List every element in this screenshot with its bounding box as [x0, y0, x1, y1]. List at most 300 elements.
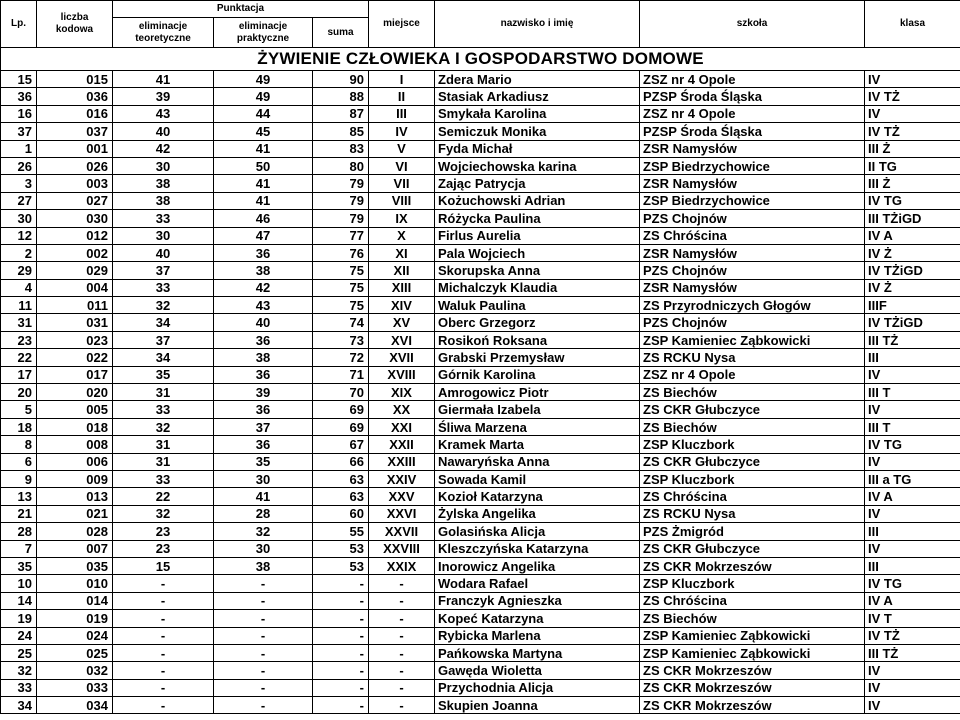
- cell-practical: 41: [214, 140, 313, 157]
- cell-school: ZS RCKU Nysa: [640, 349, 865, 366]
- cell-theory: 22: [113, 488, 214, 505]
- cell-place: XII: [369, 262, 435, 279]
- cell-name: Rosikoń Roksana: [435, 331, 640, 348]
- cell-lp: 26: [1, 157, 37, 174]
- cell-code: 001: [37, 140, 113, 157]
- cell-school: ZS Przyrodniczych Głogów: [640, 297, 865, 314]
- table-header: [1, 1, 960, 48]
- header-name: nazwisko i imię: [435, 1, 640, 48]
- cell-theory: 32: [113, 297, 214, 314]
- table-row: [1, 418, 960, 435]
- header-practical-line1: eliminacje: [238, 20, 288, 32]
- cell-place: XV: [369, 314, 435, 331]
- cell-lp: 9: [1, 470, 37, 487]
- table-row: [1, 175, 960, 192]
- cell-name: Sowada Kamil: [435, 470, 640, 487]
- cell-school: PZSP Środa Śląska: [640, 88, 865, 105]
- cell-theory: -: [113, 575, 214, 592]
- cell-place: XVII: [369, 349, 435, 366]
- cell-name: Skorupska Anna: [435, 262, 640, 279]
- table-row: [1, 592, 960, 609]
- cell-name: Giermała Izabela: [435, 401, 640, 418]
- cell-place: -: [369, 610, 435, 627]
- table-row: [1, 540, 960, 557]
- cell-lp: 14: [1, 592, 37, 609]
- table-row: [1, 192, 960, 209]
- table-row: [1, 523, 960, 540]
- table-row: [1, 662, 960, 679]
- table-body: [1, 48, 960, 714]
- cell-lp: 12: [1, 227, 37, 244]
- cell-code: 004: [37, 279, 113, 296]
- cell-place: XIII: [369, 279, 435, 296]
- cell-lp: 22: [1, 349, 37, 366]
- cell-code: 002: [37, 244, 113, 261]
- cell-practical: 37: [214, 418, 313, 435]
- cell-class: IV: [865, 401, 960, 418]
- table-row: [1, 436, 960, 453]
- cell-class: III a TG: [865, 470, 960, 487]
- cell-lp: 28: [1, 523, 37, 540]
- header-sum: suma: [313, 18, 369, 48]
- cell-name: Wojciechowska karina: [435, 157, 640, 174]
- cell-lp: 25: [1, 644, 37, 661]
- cell-place: -: [369, 575, 435, 592]
- cell-code: 019: [37, 610, 113, 627]
- cell-code: 003: [37, 175, 113, 192]
- cell-practical: 47: [214, 227, 313, 244]
- cell-class: IV: [865, 540, 960, 557]
- cell-class: IV: [865, 697, 960, 714]
- cell-class: III T: [865, 384, 960, 401]
- cell-code: 030: [37, 210, 113, 227]
- cell-school: PZS Żmigród: [640, 523, 865, 540]
- cell-theory: 37: [113, 331, 214, 348]
- cell-practical: -: [214, 592, 313, 609]
- cell-sum: 90: [313, 71, 369, 88]
- cell-place: VIII: [369, 192, 435, 209]
- cell-sum: -: [313, 662, 369, 679]
- cell-name: Gawęda Wioletta: [435, 662, 640, 679]
- cell-place: II: [369, 88, 435, 105]
- cell-name: Zdera Mario: [435, 71, 640, 88]
- cell-lp: 5: [1, 401, 37, 418]
- cell-theory: 33: [113, 470, 214, 487]
- cell-place: VI: [369, 157, 435, 174]
- cell-lp: 18: [1, 418, 37, 435]
- cell-sum: 87: [313, 105, 369, 122]
- cell-name: Kleszczyńska Katarzyna: [435, 540, 640, 557]
- cell-class: IV A: [865, 592, 960, 609]
- cell-school: ZSZ nr 4 Opole: [640, 71, 865, 88]
- cell-lp: 37: [1, 123, 37, 140]
- cell-theory: 23: [113, 523, 214, 540]
- cell-school: ZSZ nr 4 Opole: [640, 366, 865, 383]
- cell-class: III TŻ: [865, 644, 960, 661]
- cell-sum: -: [313, 592, 369, 609]
- cell-school: ZS CKR Mokrzeszów: [640, 697, 865, 714]
- cell-place: XIX: [369, 384, 435, 401]
- table-row: [1, 679, 960, 696]
- cell-name: Kramek Marta: [435, 436, 640, 453]
- cell-place: XXI: [369, 418, 435, 435]
- cell-sum: 85: [313, 123, 369, 140]
- cell-practical: 41: [214, 488, 313, 505]
- cell-class: II TG: [865, 157, 960, 174]
- cell-class: IV T: [865, 610, 960, 627]
- table-row: [1, 470, 960, 487]
- cell-practical: -: [214, 662, 313, 679]
- cell-name: Inorowicz Angelika: [435, 557, 640, 574]
- cell-theory: 33: [113, 401, 214, 418]
- cell-sum: 73: [313, 331, 369, 348]
- cell-sum: -: [313, 627, 369, 644]
- cell-theory: 38: [113, 192, 214, 209]
- cell-lp: 4: [1, 279, 37, 296]
- cell-lp: 24: [1, 627, 37, 644]
- cell-place: -: [369, 662, 435, 679]
- cell-school: ZS Chróścina: [640, 592, 865, 609]
- cell-practical: 38: [214, 557, 313, 574]
- header-class: klasa: [865, 1, 960, 48]
- cell-name: Kopeć Katarzyna: [435, 610, 640, 627]
- cell-practical: -: [214, 697, 313, 714]
- cell-code: 022: [37, 349, 113, 366]
- table-row: [1, 627, 960, 644]
- cell-name: Waluk Paulina: [435, 297, 640, 314]
- cell-code: 018: [37, 418, 113, 435]
- cell-class: IV TŻiGD: [865, 262, 960, 279]
- cell-lp: 13: [1, 488, 37, 505]
- table-row: [1, 210, 960, 227]
- cell-lp: 32: [1, 662, 37, 679]
- cell-lp: 30: [1, 210, 37, 227]
- cell-practical: 42: [214, 279, 313, 296]
- cell-code: 029: [37, 262, 113, 279]
- cell-theory: 35: [113, 366, 214, 383]
- cell-code: 014: [37, 592, 113, 609]
- cell-place: IX: [369, 210, 435, 227]
- table-row: [1, 331, 960, 348]
- cell-practical: 32: [214, 523, 313, 540]
- cell-name: Fyda Michał: [435, 140, 640, 157]
- cell-code: 020: [37, 384, 113, 401]
- cell-code: 027: [37, 192, 113, 209]
- cell-code: 016: [37, 105, 113, 122]
- cell-class: IV TŻ: [865, 627, 960, 644]
- cell-name: Grabski Przemysław: [435, 349, 640, 366]
- cell-name: Firlus Aurelia: [435, 227, 640, 244]
- cell-school: ZS CKR Mokrzeszów: [640, 679, 865, 696]
- header-theory-line2: teoretyczne: [135, 32, 191, 44]
- table-row: [1, 575, 960, 592]
- header-school: szkoła: [640, 1, 865, 48]
- cell-class: IV: [865, 105, 960, 122]
- cell-name: Wodara Rafael: [435, 575, 640, 592]
- table-row: [1, 488, 960, 505]
- cell-school: ZSR Namysłów: [640, 244, 865, 261]
- cell-school: ZSP Kluczbork: [640, 575, 865, 592]
- cell-class: III TŻiGD: [865, 210, 960, 227]
- cell-name: Golasińska Alicja: [435, 523, 640, 540]
- cell-theory: 42: [113, 140, 214, 157]
- cell-school: ZSZ nr 4 Opole: [640, 105, 865, 122]
- cell-code: 012: [37, 227, 113, 244]
- cell-school: ZSP Kamieniec Ząbkowicki: [640, 331, 865, 348]
- cell-theory: -: [113, 592, 214, 609]
- cell-lp: 15: [1, 71, 37, 88]
- cell-practical: 36: [214, 244, 313, 261]
- cell-practical: 30: [214, 470, 313, 487]
- cell-school: ZS Chróścina: [640, 488, 865, 505]
- cell-practical: 30: [214, 540, 313, 557]
- cell-name: Michalczyk Klaudia: [435, 279, 640, 296]
- table-row: [1, 349, 960, 366]
- cell-school: ZS Biechów: [640, 384, 865, 401]
- cell-practical: 38: [214, 349, 313, 366]
- cell-school: PZS Chojnów: [640, 210, 865, 227]
- header-practical: [214, 18, 313, 48]
- cell-theory: -: [113, 662, 214, 679]
- cell-place: -: [369, 679, 435, 696]
- cell-class: IV TG: [865, 192, 960, 209]
- table-row: [1, 610, 960, 627]
- table-row: [1, 384, 960, 401]
- header-theory-line1: eliminacje: [138, 20, 188, 32]
- cell-practical: 46: [214, 210, 313, 227]
- table-row: [1, 244, 960, 261]
- cell-sum: 71: [313, 366, 369, 383]
- cell-code: 032: [37, 662, 113, 679]
- cell-lp: 35: [1, 557, 37, 574]
- cell-sum: 69: [313, 401, 369, 418]
- cell-class: III TŻ: [865, 331, 960, 348]
- cell-lp: 33: [1, 679, 37, 696]
- table-row: [1, 314, 960, 331]
- table-row: [1, 557, 960, 574]
- cell-place: I: [369, 71, 435, 88]
- table-row: [1, 366, 960, 383]
- cell-lp: 27: [1, 192, 37, 209]
- cell-practical: 38: [214, 262, 313, 279]
- cell-code: 013: [37, 488, 113, 505]
- cell-name: Pańkowska Martyna: [435, 644, 640, 661]
- table-row: [1, 105, 960, 122]
- cell-place: XI: [369, 244, 435, 261]
- cell-code: 024: [37, 627, 113, 644]
- cell-practical: 49: [214, 71, 313, 88]
- cell-sum: 63: [313, 470, 369, 487]
- table-row: [1, 88, 960, 105]
- cell-lp: 8: [1, 436, 37, 453]
- cell-class: IV Ż: [865, 244, 960, 261]
- cell-school: ZSR Namysłów: [640, 140, 865, 157]
- cell-class: IV Ż: [865, 279, 960, 296]
- cell-school: ZS CKR Mokrzeszów: [640, 662, 865, 679]
- cell-place: V: [369, 140, 435, 157]
- cell-practical: -: [214, 644, 313, 661]
- cell-place: XXIV: [369, 470, 435, 487]
- table-row: [1, 505, 960, 522]
- table-row: [1, 453, 960, 470]
- cell-sum: -: [313, 575, 369, 592]
- cell-lp: 19: [1, 610, 37, 627]
- header-code-line2: kodowa: [55, 24, 94, 35]
- cell-school: ZSP Kamieniec Ząbkowicki: [640, 627, 865, 644]
- cell-place: XXVIII: [369, 540, 435, 557]
- cell-theory: 40: [113, 244, 214, 261]
- cell-class: IV A: [865, 227, 960, 244]
- cell-practical: 39: [214, 384, 313, 401]
- header-code: [37, 1, 113, 48]
- cell-place: XVIII: [369, 366, 435, 383]
- cell-name: Smykała Karolina: [435, 105, 640, 122]
- cell-lp: 2: [1, 244, 37, 261]
- header-practical-line2: praktyczne: [236, 32, 290, 44]
- cell-theory: -: [113, 697, 214, 714]
- cell-school: ZSP Kluczbork: [640, 470, 865, 487]
- cell-theory: 34: [113, 349, 214, 366]
- cell-theory: 31: [113, 384, 214, 401]
- cell-name: Skupien Joanna: [435, 697, 640, 714]
- cell-sum: 79: [313, 192, 369, 209]
- cell-school: ZS Biechów: [640, 610, 865, 627]
- cell-class: IV: [865, 662, 960, 679]
- cell-name: Przychodnia Alicja: [435, 679, 640, 696]
- table-row: [1, 279, 960, 296]
- cell-code: 015: [37, 71, 113, 88]
- cell-lp: 10: [1, 575, 37, 592]
- cell-theory: 38: [113, 175, 214, 192]
- cell-theory: -: [113, 644, 214, 661]
- cell-code: 007: [37, 540, 113, 557]
- cell-code: 025: [37, 644, 113, 661]
- cell-sum: 74: [313, 314, 369, 331]
- cell-theory: 31: [113, 436, 214, 453]
- cell-lp: 20: [1, 384, 37, 401]
- table-row: [1, 262, 960, 279]
- cell-name: Górnik Karolina: [435, 366, 640, 383]
- cell-place: -: [369, 627, 435, 644]
- cell-code: 035: [37, 557, 113, 574]
- cell-practical: -: [214, 610, 313, 627]
- cell-school: ZS CKR Głubczyce: [640, 401, 865, 418]
- cell-practical: 40: [214, 314, 313, 331]
- cell-lp: 21: [1, 505, 37, 522]
- cell-name: Żylska Angelika: [435, 505, 640, 522]
- cell-school: PZSP Środa Śląska: [640, 123, 865, 140]
- cell-sum: 70: [313, 384, 369, 401]
- cell-class: IIIF: [865, 297, 960, 314]
- cell-theory: 41: [113, 71, 214, 88]
- cell-code: 026: [37, 157, 113, 174]
- cell-practical: 41: [214, 192, 313, 209]
- cell-lp: 6: [1, 453, 37, 470]
- cell-theory: 33: [113, 210, 214, 227]
- cell-lp: 7: [1, 540, 37, 557]
- cell-class: IV: [865, 679, 960, 696]
- cell-place: -: [369, 697, 435, 714]
- cell-code: 009: [37, 470, 113, 487]
- cell-sum: 77: [313, 227, 369, 244]
- cell-school: ZSR Namysłów: [640, 279, 865, 296]
- cell-sum: 76: [313, 244, 369, 261]
- cell-practical: 36: [214, 401, 313, 418]
- cell-class: IV TG: [865, 436, 960, 453]
- section-title: ŻYWIENIE CZŁOWIEKA I GOSPODARSTWO DOMOWE: [1, 48, 960, 71]
- cell-practical: -: [214, 627, 313, 644]
- cell-sum: 53: [313, 540, 369, 557]
- cell-practical: 41: [214, 175, 313, 192]
- cell-school: ZSP Biedrzychowice: [640, 157, 865, 174]
- cell-class: III T: [865, 418, 960, 435]
- cell-theory: 40: [113, 123, 214, 140]
- table-row: [1, 157, 960, 174]
- cell-code: 006: [37, 453, 113, 470]
- cell-sum: 79: [313, 210, 369, 227]
- cell-sum: 55: [313, 523, 369, 540]
- cell-sum: -: [313, 697, 369, 714]
- table-row: [1, 697, 960, 714]
- cell-sum: 75: [313, 297, 369, 314]
- cell-lp: 36: [1, 88, 37, 105]
- cell-code: 011: [37, 297, 113, 314]
- cell-sum: 63: [313, 488, 369, 505]
- cell-place: XXVII: [369, 523, 435, 540]
- cell-sum: 60: [313, 505, 369, 522]
- table-row: [1, 140, 960, 157]
- cell-name: Różycka Paulina: [435, 210, 640, 227]
- cell-code: 005: [37, 401, 113, 418]
- cell-school: PZS Chojnów: [640, 314, 865, 331]
- cell-school: ZS CKR Mokrzeszów: [640, 557, 865, 574]
- cell-theory: 23: [113, 540, 214, 557]
- cell-class: IV: [865, 453, 960, 470]
- cell-theory: -: [113, 627, 214, 644]
- cell-place: -: [369, 644, 435, 661]
- cell-class: III Ż: [865, 140, 960, 157]
- table-row: [1, 644, 960, 661]
- cell-code: 021: [37, 505, 113, 522]
- cell-theory: 30: [113, 157, 214, 174]
- cell-place: XX: [369, 401, 435, 418]
- cell-code: 036: [37, 88, 113, 105]
- cell-school: ZS Chróścina: [640, 227, 865, 244]
- cell-school: ZSP Biedrzychowice: [640, 192, 865, 209]
- cell-place: XXVI: [369, 505, 435, 522]
- cell-sum: 75: [313, 279, 369, 296]
- cell-school: ZS CKR Głubczyce: [640, 540, 865, 557]
- cell-practical: 35: [214, 453, 313, 470]
- cell-lp: 1: [1, 140, 37, 157]
- cell-sum: 88: [313, 88, 369, 105]
- cell-place: XXII: [369, 436, 435, 453]
- cell-sum: 66: [313, 453, 369, 470]
- cell-name: Oberc Grzegorz: [435, 314, 640, 331]
- cell-sum: 72: [313, 349, 369, 366]
- cell-place: VII: [369, 175, 435, 192]
- cell-lp: 23: [1, 331, 37, 348]
- cell-class: IV TŻiGD: [865, 314, 960, 331]
- cell-place: XXV: [369, 488, 435, 505]
- cell-class: III Ż: [865, 175, 960, 192]
- cell-theory: 43: [113, 105, 214, 122]
- table-row: [1, 123, 960, 140]
- cell-place: XXIX: [369, 557, 435, 574]
- cell-code: 034: [37, 697, 113, 714]
- cell-school: ZS Biechów: [640, 418, 865, 435]
- cell-lp: 31: [1, 314, 37, 331]
